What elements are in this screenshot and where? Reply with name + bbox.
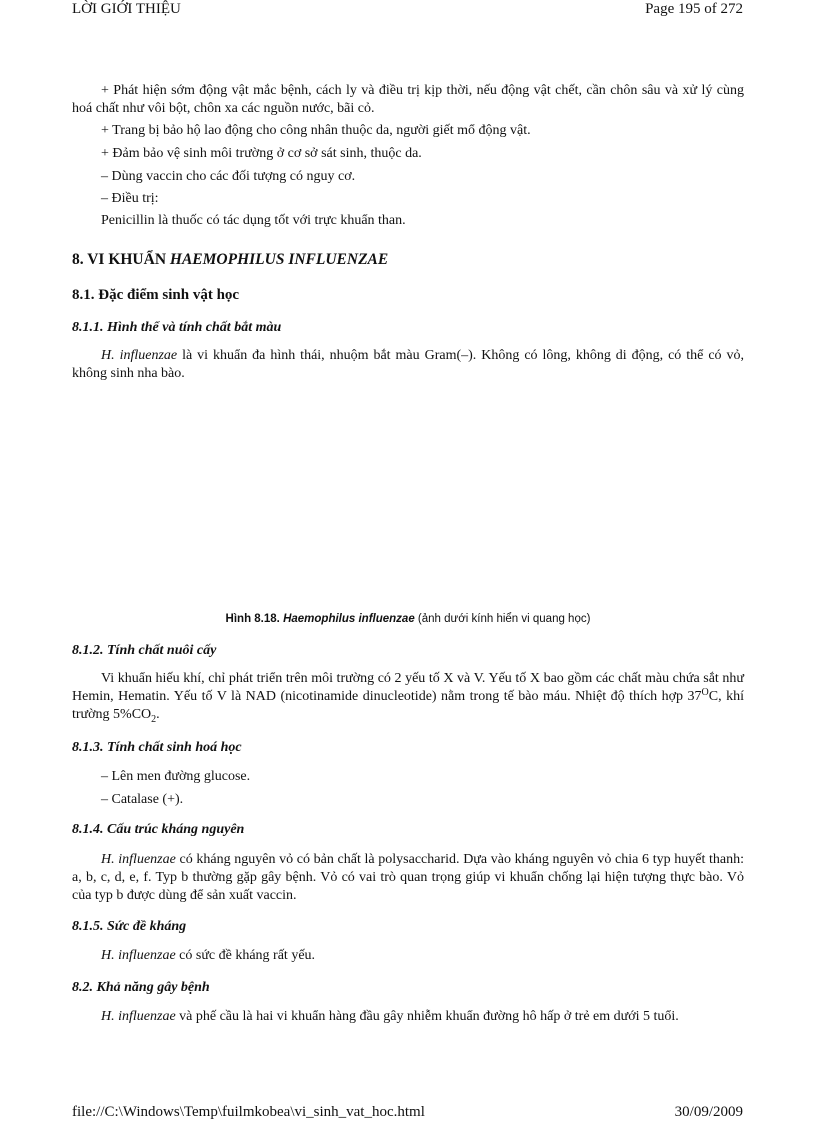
treatment-label: – Điều trị: [101, 191, 159, 206]
section-8-heading [72, 251, 388, 269]
section-8-1-5-text: H. influenzae có sức đề kháng rất yếu. [101, 948, 316, 963]
figure-image-area [72, 392, 744, 602]
prevention-bullet-1: + Phát hiện sớm động vật mắc bệnh, cách ly và điều trị kịp thời, nếu động vật chết, cần chôn sâu và xử lý cùng hoá chất như vôi bột, chôn xa các nguồn nước, bãi cỏ. [72, 83, 744, 116]
section-8-1-1-heading: 8.1.1. Hình thể và tính chất bắt màu [72, 320, 282, 335]
section-8-2-text: H. influenzae và phế cầu là hai vi khuẩn hàng đầu gây nhiễm khuẩn đường hô hấp ở trẻ em dưới 5 tuổi. [101, 1009, 679, 1024]
species-name: H. influenzae [101, 348, 178, 363]
section-8-1-heading: 8.1. Đặc điểm sinh vật học [72, 287, 240, 303]
section-8-1-4-text: H. influenzae có kháng nguyên vỏ có bản chất là polysaccharid. Dựa vào kháng nguyên vỏ chia 6 typ huyết thanh: a, b, c, d, e, f. Typ b thường gặp gây bệnh. Vỏ có vai trò quan trọng giúp vi khuẩn chống lại hiện tượng thực bào. Vỏ của typ b được dùng để sản xuất vaccin. [72, 852, 745, 903]
section-8-1-2-heading: 8.1.2. Tính chất nuôi cấy [72, 643, 217, 658]
section-8-species: HAEMOPHILUS INFLUENZAE [169, 251, 389, 268]
section-8-prefix: 8. VI KHUẨN [72, 251, 170, 268]
prevention-bullet-4: – Dùng vaccin cho các đối tượng có nguy cơ. [101, 169, 356, 184]
treatment-text: Penicillin là thuốc có tác dụng tốt với trực khuẩn than. [101, 213, 406, 228]
page-number: Page 195 of 272 [645, 1, 743, 17]
footer-file-path: file://C:\Windows\Temp\fuilmkobea\vi_sinh_vat_hoc.html [72, 1104, 425, 1120]
species-name: H. influenzae [101, 1009, 176, 1024]
section-8-1-4-heading: 8.1.4. Cấu trúc kháng nguyên [72, 822, 245, 837]
biochem-bullet-2: – Catalase (+). [101, 792, 184, 807]
species-name: H. influenzae [101, 948, 176, 963]
header-title: LỜI GIỚI THIỆU [72, 1, 181, 17]
section-8-1-3-heading: 8.1.3. Tính chất sinh hoá học [72, 740, 242, 755]
species-name: H. influenzae [101, 852, 176, 867]
figure-label: Hình 8.18. [225, 613, 284, 625]
figure-caption: Hình 8.18. Haemophilus influenzae (ảnh dưới kính hiển vi quang học) [225, 613, 591, 625]
figure-species: Haemophilus influenzae [283, 613, 415, 625]
section-8-1-5-heading: 8.1.5. Sức đề kháng [72, 919, 187, 934]
prevention-bullet-3: + Đảm bảo vệ sinh môi trường ở cơ sở sát sinh, thuộc da. [101, 146, 422, 161]
section-8-1-1-text: H. influenzae là vi khuẩn đa hình thái, nhuộm bắt màu Gram(–). Không có lông, không di động, có thể có vỏ, không sinh nha bào. [72, 348, 744, 381]
prevention-bullet-2: + Trang bị bảo hộ lao động cho công nhân thuộc da, người giết mổ động vật. [101, 123, 531, 138]
section-8-1-2-text: Vi khuẩn hiếu khí, chỉ phát triển trên môi trường có 2 yếu tố X và V. Yếu tố X bao gồm các chất màu chứa sắt như Hemin, Hematin. Yếu tố V là NAD (nicotinamide dinucleotide) nằm trong tế bào máu. Nhiệt độ thích hợp $37^OC$, khí trường $5\%CO_2$. [72, 671, 744, 725]
footer-date: 30/09/2009 [674, 1104, 743, 1120]
biochem-bullet-1: – Lên men đường glucose. [101, 769, 251, 784]
section-8-2-heading: 8.2. Khả năng gây bệnh [72, 980, 210, 995]
